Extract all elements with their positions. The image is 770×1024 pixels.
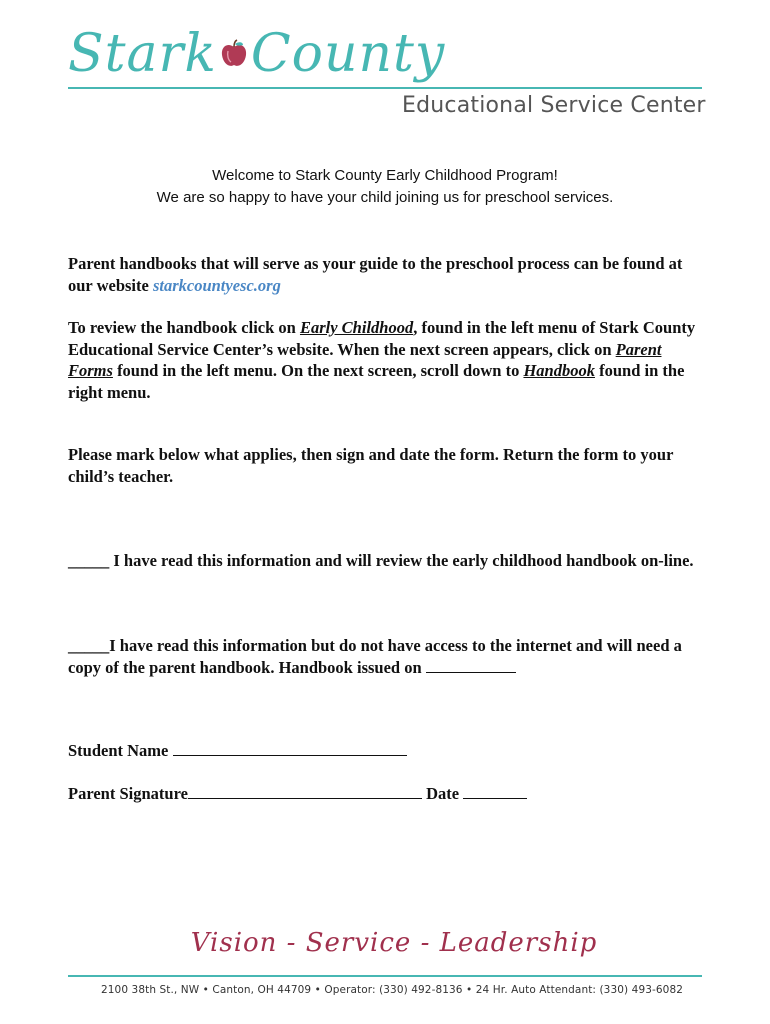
handbook-link[interactable]: Handbook — [523, 361, 595, 380]
option-paper-copy — [68, 635, 708, 678]
student-name-label: Student Name — [68, 741, 169, 760]
option-online-blank[interactable]: _____ — [68, 551, 110, 570]
date-label: Date — [426, 784, 460, 803]
website-link[interactable]: starkcountyesc.org — [152, 275, 281, 295]
parent-forms-link[interactable]: Parent Forms — [68, 339, 662, 380]
parent-signature-field[interactable] — [188, 784, 422, 799]
instructions-paragraph — [68, 317, 708, 403]
handbook-issued-date-field[interactable] — [426, 658, 516, 673]
option-online — [68, 550, 708, 572]
date-field[interactable] — [463, 784, 527, 799]
parent-signature-label: Parent Signature — [68, 784, 188, 803]
early-childhood-link[interactable]: Early Childhood — [299, 318, 414, 337]
instructions-text-3: found in the left menu. On the next screen, scroll down to — [117, 361, 520, 380]
footer-divider — [68, 975, 702, 977]
instructions-text-4: found in the right menu. — [68, 361, 685, 402]
student-name-field[interactable] — [173, 741, 407, 756]
footer-address: 2100 38th St., NW • Canton, OH 44709 • Operator: (330) 492-8136 • 24 Hr. Auto Attendant: (330) 493-6082 — [100, 984, 684, 996]
option-paper-blank[interactable]: _____ — [68, 636, 110, 655]
intro-line-2: We are so happy to have your child joining us for preschool services. — [156, 189, 614, 206]
signature-row — [68, 783, 708, 805]
footer-motto: Vision - Service - Leadership — [190, 928, 598, 958]
logo-subtitle: Educational Service Center — [402, 93, 706, 118]
option-paper-text: I have read this information but do not have access to the internet and will need a copy of the parent handbook. Handbook issued on — [68, 636, 682, 677]
instructions-text-1: To review the handbook click on — [68, 318, 296, 337]
logo-county: County — [250, 24, 446, 84]
instructions-text-2: , found in the left menu of Stark County Educational Service Center’s website. When the next screen appears, click on — [68, 318, 696, 359]
handbook-paragraph — [68, 253, 708, 296]
logo-script-text — [68, 22, 445, 84]
intro-line-1: Welcome to Stark County Early Childhood Program! — [212, 167, 558, 184]
intro-block — [0, 165, 770, 209]
header-divider — [68, 87, 702, 89]
apple-icon — [221, 22, 247, 52]
logo-stark: Stark — [68, 24, 217, 84]
sign-instructions: Please mark below what applies, then sign and date the form. Return the form to your child’s teacher. — [68, 445, 674, 486]
handbook-paragraph-text: Parent handbooks that will serve as your guide to the preschool process can be found at our website — [68, 254, 683, 295]
option-online-text: I have read this information and will review the early childhood handbook on-line. — [113, 551, 694, 570]
student-name-row — [68, 740, 708, 762]
